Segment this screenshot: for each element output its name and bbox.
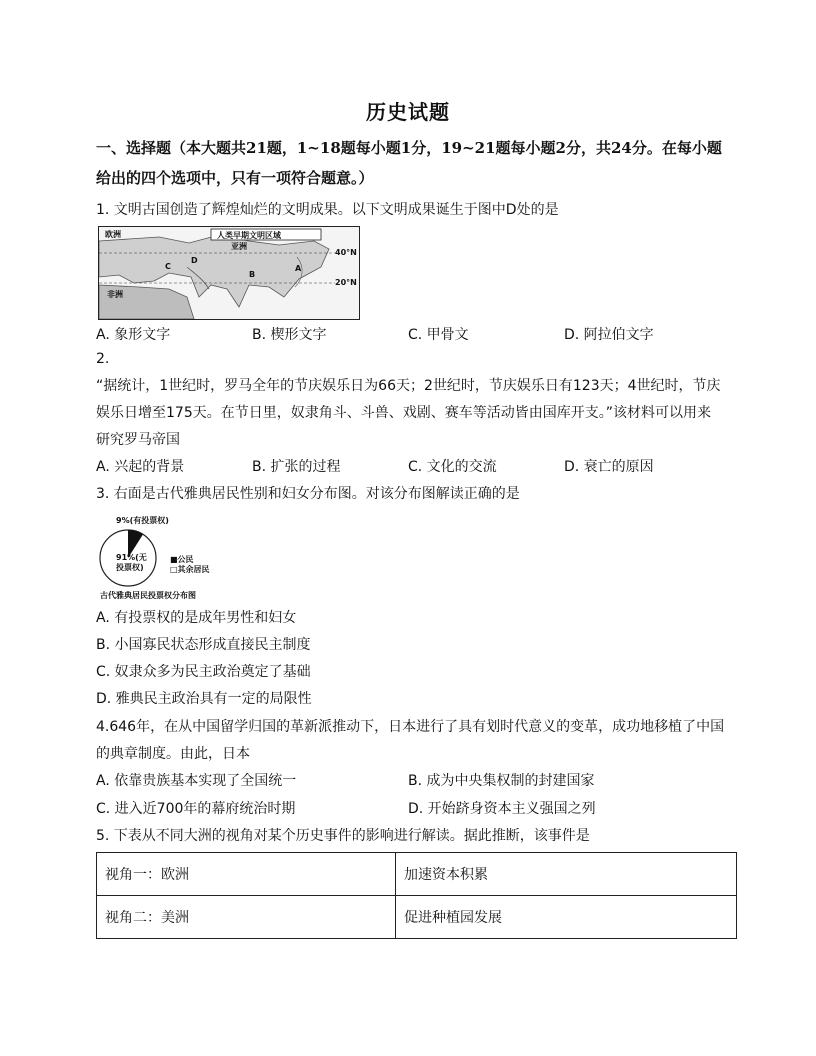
question-3-stem: 3. 右面是古代雅典居民性别和妇女分布图。对该分布图解读正确的是 (96, 486, 520, 502)
q2-option-d: D. 衰亡的原因 (564, 459, 654, 475)
q3-option-a: A. 有投票权的是成年男性和妇女 (96, 610, 297, 626)
map-label-asia: 亚洲 (231, 242, 247, 251)
pie-caption: 古代雅典居民投票权分布图 (100, 591, 196, 600)
table-row (97, 853, 737, 896)
q4-option-a: A. 依靠贵族基本实现了全国统一 (96, 773, 297, 789)
table-cell: 促进种植园发展 (396, 896, 737, 939)
question-2-number: 2. (96, 351, 110, 367)
section-heading-line2: 给出的四个选项中，只有一项符合题意。） (96, 169, 374, 187)
table-cell: 加速资本积累 (396, 853, 737, 896)
early-civilization-map (98, 226, 360, 320)
q3-option-b: B. 小国寡民状态形成直接民主制度 (96, 637, 311, 653)
voting-rights-pie-chart (98, 514, 228, 604)
pie-legend-citizen: ■公民 (170, 555, 194, 564)
map-label-lat40: 40°N (335, 248, 357, 257)
pie-top-label: 9%(有投票权) (116, 516, 169, 525)
question-1-stem: 1. 文明古国创造了辉煌灿烂的文明成果。以下文明成果诞生于图中D处的是 (96, 202, 559, 218)
q4-option-d: D. 开始跻身资本主义强国之列 (408, 801, 596, 817)
question-5-stem: 5. 下表从不同大洲的视角对某个历史事件的影响进行解读。据此推断，该事件是 (96, 828, 590, 844)
q1-option-a: A. 象形文字 (96, 327, 171, 343)
map-label-europe: 欧洲 (105, 230, 121, 239)
table-cell: 视角一：欧洲 (97, 853, 396, 896)
map-label-b: B (249, 270, 256, 279)
q2-option-b: B. 扩张的过程 (252, 459, 341, 475)
perspective-table (96, 852, 737, 939)
pie-legend-other: □其余居民 (170, 565, 210, 574)
table-cell: 视角二：美洲 (97, 896, 396, 939)
q1-option-c: C. 甲骨文 (408, 327, 469, 343)
map-label-lat20: 20°N (335, 278, 357, 287)
map-label-africa: 非洲 (107, 290, 123, 299)
question-2-line2: 娱乐日增至175天。在节日里，奴隶角斗、斗兽、戏剧、赛车等活动皆由国库开支。”该材料可以用来 (96, 405, 711, 421)
q4-option-c: C. 进入近700年的幕府统治时期 (96, 801, 296, 817)
pie-inner-label-1: 91%(无 (116, 553, 147, 562)
pie-inner-label-2: 投票权) (116, 563, 144, 572)
map-legend: 人类早期文明区域 (217, 231, 281, 240)
question-2-line3: 研究罗马帝国 (96, 432, 180, 448)
q1-option-b: B. 楔形文字 (252, 327, 327, 343)
section-heading-line1: 一、选择题（本大题共21题，1~18题每小题1分，19~21题每小题2分，共24分。在每小题 (96, 139, 722, 157)
map-label-d: D (191, 256, 198, 265)
question-4-line2: 的典章制度。由此，日本 (96, 746, 250, 762)
page-title: 历史试题 (366, 100, 450, 124)
q3-option-d: D. 雅典民主政治具有一定的局限性 (96, 691, 312, 707)
question-2-line1: “据统计，1世纪时，罗马全年的节庆娱乐日为66天；2世纪时，节庆娱乐日有123天；4世纪时，节庆 (96, 378, 721, 394)
map-label-a: A (295, 264, 302, 273)
q2-option-a: A. 兴起的背景 (96, 459, 185, 475)
q4-option-b: B. 成为中央集权制的封建国家 (408, 773, 595, 789)
table-row (97, 896, 737, 939)
q3-option-c: C. 奴隶众多为民主政治奠定了基础 (96, 664, 311, 680)
q1-option-d: D. 阿拉伯文字 (564, 327, 654, 343)
map-label-c: C (165, 262, 171, 271)
question-4-line1: 4.646年，在从中国留学归国的革新派推动下，日本进行了具有划时代意义的变革，成功地移植了中国 (96, 719, 725, 735)
q2-option-c: C. 文化的交流 (408, 459, 497, 475)
